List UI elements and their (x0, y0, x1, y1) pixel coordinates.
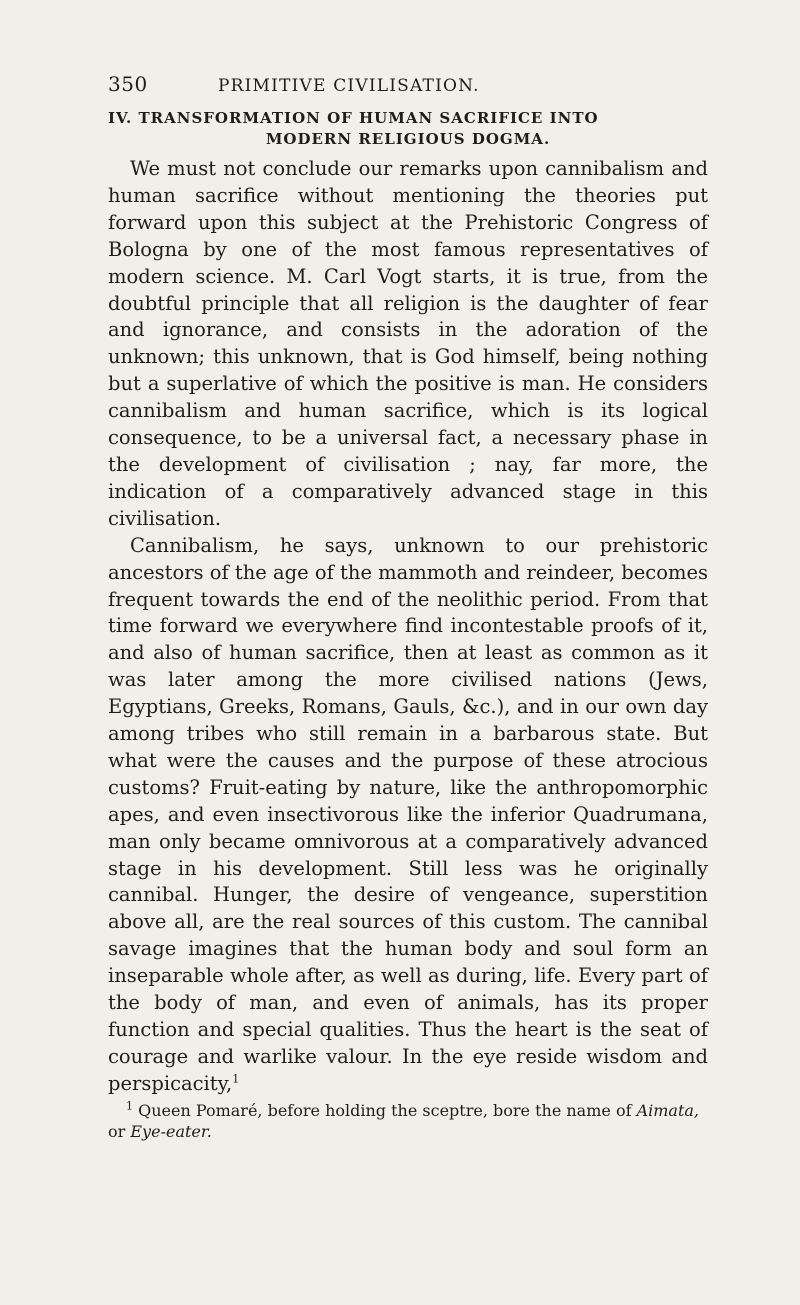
section-heading-line2: MODERN RELIGIOUS DOGMA. (265, 130, 551, 148)
footnote-connector: or (108, 1121, 131, 1141)
page-number: 350 (108, 72, 148, 96)
section-heading-line1: IV. TRANSFORMATION OF HUMAN SACRIFICE INTO (108, 109, 599, 127)
footnote-name: Aimata, (636, 1100, 700, 1120)
paragraph-1: We must not conclude our remarks upon cannibalism and human sacrifice without mentioning the theories put forward upon this subject at the Prehistoric Congress of Bologna by one of the most famous representatives of modern science. M. Carl Vogt starts, it is true, from the doubtful principle that all religion is the daughter of fear and ignorance, and consists in the adoration of the unknown; this unknown, that is God himself, being nothing but a superlative of which the positive is man. He considers cannibalism and human sacrifice, which is its logical consequence, to be a universal fact, a necessary phase in the development of civilisation ; nay, far more, the indication of a comparatively advanced stage in this civilisation. (108, 157, 708, 530)
footnote-translation: Eye-eater. (130, 1121, 212, 1141)
footnote-reference: 1 (232, 1072, 240, 1086)
section-heading (108, 108, 708, 150)
page-header (108, 72, 708, 96)
running-title: PRIMITIVE CIVILISATION. (218, 76, 480, 96)
paragraph-2 (108, 533, 708, 1098)
footnote-marker: 1 (126, 1099, 133, 1113)
book-page (108, 72, 708, 1142)
paragraph-2-text: Cannibalism, he says, unknown to our prehistoric ancestors of the age of the mammoth and reindeer, becomes frequent towards the end of the neolithic period. From that time forward we everywhere find incontestable proofs of it, and also of human sacrifice, then at least as common as it was later among the more civilised nations (Jews, Egyptians, Greeks, Romans, Gauls, &c.), and in our own day among tribes who still remain in a barbarous state. But what were the causes and the purpose of these atrocious customs? Fruit-eating by nature, like the anthropomorphic apes, and even insectivorous like the inferior Quadrumana, man only became omnivorous at a comparatively advanced stage in his development. Still less was he originally cannibal. Hunger, the desire of vengeance, superstition above all, are the real sources of this custom. The cannibal savage imagines that the human body and soul form an inseparable whole after, as well as during, life. Every part of the body of man, and even of animals, has its proper function and special qualities. Thus the heart is the seat of courage and warlike valour. In the eye reside wisdom and perspicacity, (108, 533, 708, 1095)
footnote (108, 1100, 708, 1142)
footnote-text: Queen Pomaré, before holding the sceptre, bore the name of (138, 1100, 637, 1120)
